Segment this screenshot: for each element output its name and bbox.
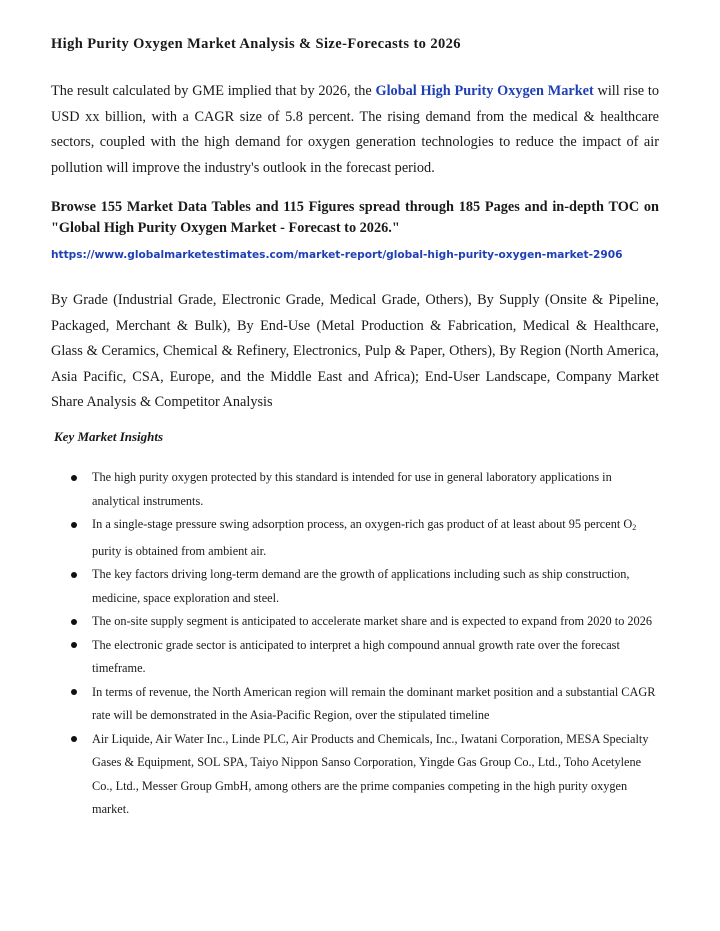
list-item (0, 563, 720, 610)
list-item (0, 610, 720, 634)
bullet-icon (71, 522, 77, 528)
intro-text-after-link: will rise to USD xx billion, with a CAGR size of 5.8 percent. The rising demand from the medical & healthcare sectors, coupled with the high demand for oxygen generation technologies to reduce the impact of air pollution will improve the industry's outlook in the forecast period. (51, 83, 659, 176)
insight-text: In terms of revenue, the North American region will remain the dominant market position and a substantial CAGR rate will be demonstrated in the Asia-Pacific Region, over the stipulated timeline (92, 684, 656, 722)
list-item (0, 634, 720, 681)
intro-paragraph (51, 79, 659, 181)
insight-text: The electronic grade sector is anticipated to interpret a high compound annual growth rate over the forecast timeframe. (92, 637, 620, 675)
list-item (0, 466, 720, 513)
bullet-icon (71, 736, 77, 742)
insight-text: The high purity oxygen protected by this standard is intended for use in general laboratory applications in analytical instruments. (92, 470, 612, 508)
intro-text-before-link: The result calculated by GME implied that by 2026, the (51, 83, 376, 99)
key-market-insights-heading: Key Market Insights (54, 429, 164, 444)
insights-list (0, 466, 720, 822)
page-title: High Purity Oxygen Market Analysis & Size-Forecasts to 2026 (51, 36, 461, 52)
insight-text-before-sub: In a single-stage pressure swing adsorption process, an oxygen-rich gas product of at least about 95 percent O (92, 517, 633, 531)
insight-text: The key factors driving long-term demand are the growth of applications including such as ship construction, medicine, space exploration and steel. (92, 567, 630, 605)
list-item (0, 728, 720, 822)
bullet-icon (71, 642, 77, 648)
insight-text: The on-site supply segment is anticipated to accelerate market share and is expected to expand from 2020 to 2026 (92, 614, 653, 628)
market-name-link[interactable]: Global High Purity Oxygen Market (375, 83, 594, 99)
browse-summary: Browse 155 Market Data Tables and 115 Figures spread through 185 Pages and in-depth TOC on "Global High Purity Oxygen Market - Forecast to 2026." (51, 199, 659, 236)
list-item (0, 681, 720, 728)
insight-text-after-sub: purity is obtained from ambient air. (92, 543, 267, 558)
insight-subscript: 2 (632, 523, 637, 532)
bullet-icon (71, 689, 77, 695)
insight-text: Air Liquide, Air Water Inc., Linde PLC, Air Products and Chemicals, Inc., Iwatani Corporation, MESA Specialty Gases & Equipment, SOL SPA, Taiyo Nippon Sanso Corporation, Yingde Gas Group Co., Ltd., Toho Acetylene Co., Ltd., Messer Group GmbH, among others are the prime companies competing in the high purity oxygen market. (92, 731, 649, 816)
bullet-icon (71, 572, 77, 578)
list-item (0, 513, 720, 563)
report-url-link[interactable]: https://www.globalmarketestimates.com/market-report/global-high-purity-oxygen-market-2906 (51, 249, 623, 261)
bullet-icon (71, 475, 77, 481)
segments-paragraph: By Grade (Industrial Grade, Electronic Grade, Medical Grade, Others), By Supply (Onsite & Pipeline, Packaged, Merchant & Bulk), By End-Use (Metal Production & Fabrication, Medical & Healthcare, Glass & Ceramics, Chemical & Refinery, Electronics, Pulp & Paper, Others), By Region (North America, Asia Pacific, CSA, Europe, and the Middle East and Africa); End-User Landscape, Company Market Share Analysis & Competitor Analysis (51, 292, 659, 410)
bullet-icon (71, 619, 77, 625)
